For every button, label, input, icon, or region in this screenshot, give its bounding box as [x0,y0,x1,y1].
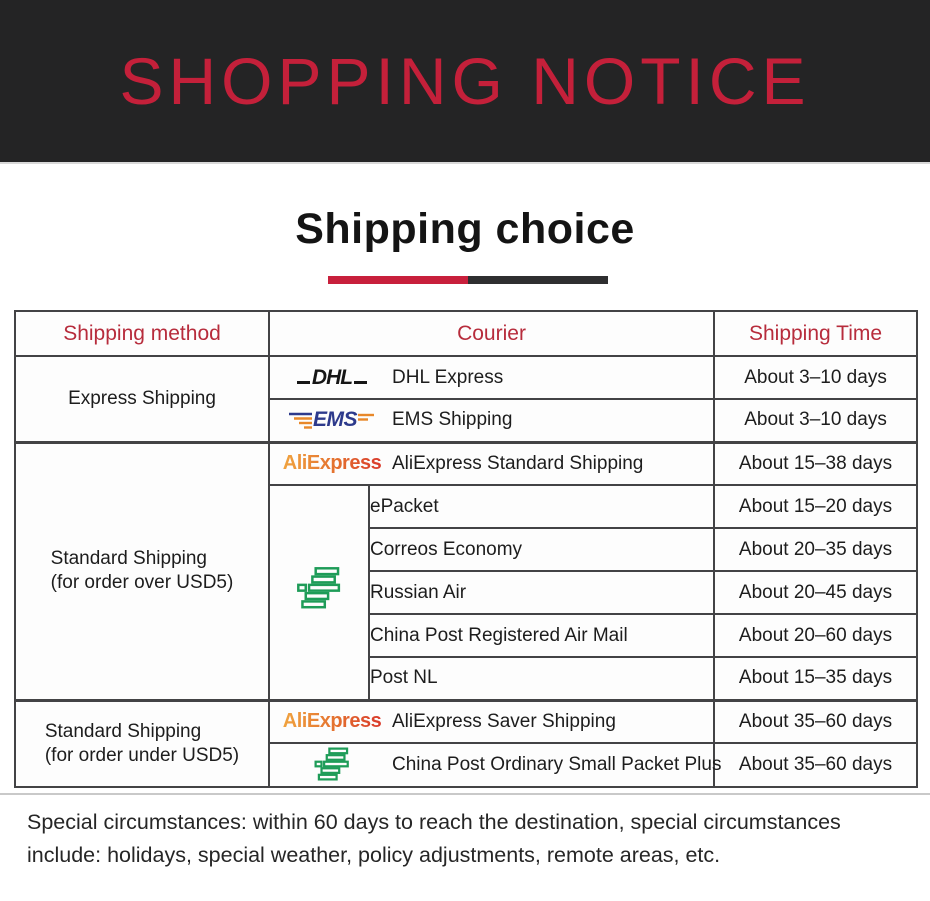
courier-name: Post NL [369,657,714,700]
method-label-line2: (for order under USD5) [44,744,240,766]
table-header-row [15,311,917,356]
shipping-time-cell: About 20–35 days [714,528,917,571]
method-cell-standard-over [15,442,269,700]
courier-name: AliExpress Saver Shipping [392,710,616,732]
ems-lines-icon [357,411,375,429]
dhl-dash-right-icon [354,381,367,384]
header-shipping-method: Shipping method [15,311,269,356]
courier-cell-ems [269,399,714,442]
shopping-notice-banner [0,0,930,164]
dhl-dash-left-icon [297,381,310,384]
shipping-time-cell: About 3–10 days [714,356,917,399]
header-shipping-time: Shipping Time [714,311,917,356]
method-label-line2: (for order over USD5) [50,572,234,593]
dhl-logo-text: DHL [311,365,353,389]
note-line2: include: holidays, special weather, policy adjustments, remote areas, etc. [27,843,721,867]
china-post-logo [269,485,369,700]
method-cell-standard-under [15,700,269,787]
shipping-time-cell: About 20–45 days [714,571,917,614]
shipping-time-cell: About 20–60 days [714,614,917,657]
courier-name: DHL Express [392,366,504,388]
bottom-divider [0,793,930,795]
courier-cell-ali-saver [269,700,714,743]
method-label-line1: Standard Shipping [44,720,202,742]
note-line1: Special circumstances: within 60 days to reach the destination, special circumstances [27,810,841,834]
courier-name: Correos Economy [369,528,714,571]
courier-name: AliExpress Standard Shipping [392,452,644,474]
underline-dark-segment [468,276,608,284]
shipping-time-cell: About 15–20 days [714,485,917,528]
courier-cell-ali-standard [269,442,714,485]
courier-name: Russian Air [369,571,714,614]
china-post-icon [313,744,351,786]
courier-cell-dhl [269,356,714,399]
page-title: Shipping choice [295,205,635,253]
banner-title: SHOPPING NOTICE [119,44,811,118]
aliexpress-logo [282,710,382,733]
table-row-dhl [15,356,917,399]
aliexpress-logo-text: AliExpress [282,452,382,475]
title-underline [328,276,608,284]
aliexpress-logo-text: AliExpress [282,710,382,733]
dhl-logo [282,365,382,389]
method-label: Express Shipping [68,387,216,409]
courier-name: China Post Registered Air Mail [369,614,714,657]
shipping-time-cell: About 3–10 days [714,399,917,442]
method-cell-express [15,356,269,442]
courier-name: EMS Shipping [392,409,513,431]
courier-name: China Post Ordinary Small Packet Plus [392,754,722,775]
china-post-logo [282,744,382,786]
china-post-icon [295,561,343,617]
shipping-time-cell: About 35–60 days [714,700,917,743]
ems-logo-text: EMS [312,408,357,432]
ems-logo [282,410,382,430]
underline-red-segment [328,276,468,284]
shipping-time-cell: About 15–35 days [714,657,917,700]
shipping-table [14,310,918,788]
shipping-time-cell: About 35–60 days [714,743,917,787]
ems-wing-icon [289,411,313,429]
courier-name: ePacket [369,485,714,528]
table-row-ali-standard [15,442,917,485]
special-circumstances-note [27,806,917,872]
shipping-time-cell: About 15–38 days [714,442,917,485]
method-label-line1: Standard Shipping [50,548,207,569]
header-courier: Courier [269,311,714,356]
courier-cell-china-post-ordinary [269,743,722,787]
table-row-ali-saver [15,700,917,743]
aliexpress-logo [282,452,382,475]
